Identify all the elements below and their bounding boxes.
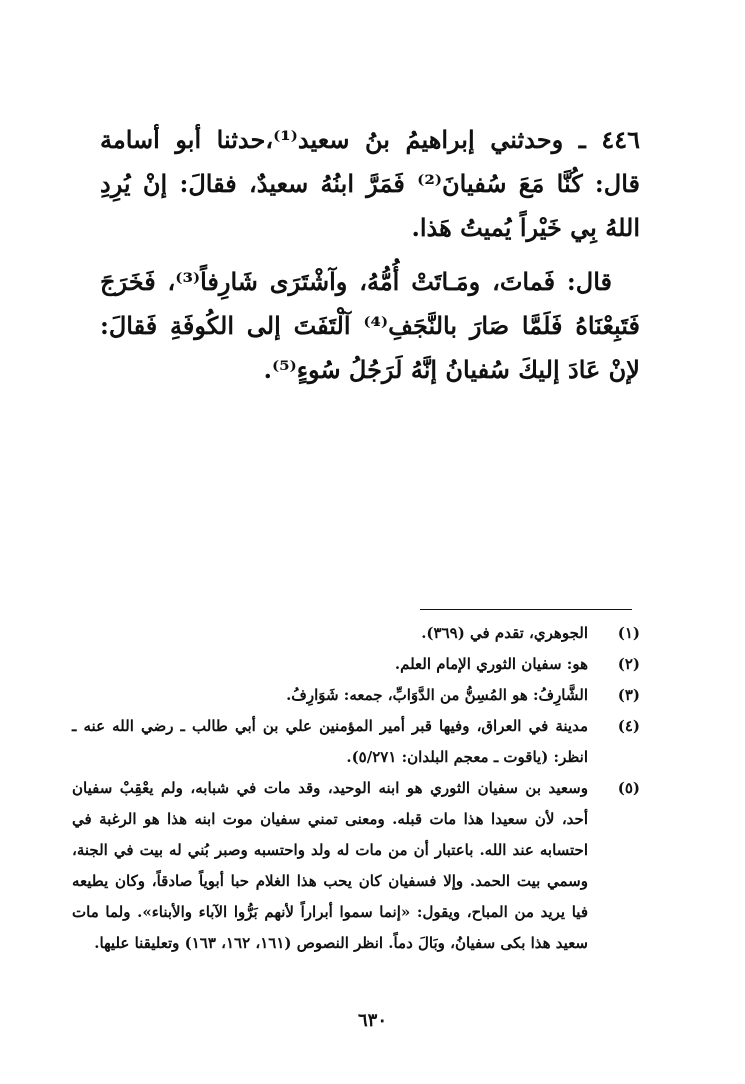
footnote-text: هو: سفيان الثوري الإمام العلم. bbox=[394, 655, 588, 673]
footnote-number: (٣) bbox=[617, 686, 640, 704]
footnote-3 bbox=[72, 680, 640, 711]
footnote-5 bbox=[72, 773, 640, 959]
hadith-paragraph-2: قال: فَماتَ، ومَـاتَتْ أُمُّهُ، وآشْتَرَى شَارِفاً⁽³⁾، فَخَرَجَ فَتَبِعْنَاهُ فَلَمَّا صَارَ بالنَّجَفِ⁽⁴⁾ آلْتَفَتَ إلى الكُوفَةِ فَقالَ: لإنْ عَادَ إليكَ سُفيانُ إنَّهُ لَرَجُلُ سُوءٍ⁽⁵⁾. bbox=[100, 267, 640, 384]
footnote-text: مدينة في العراق، وفيها قبر أمير المؤمنين علي بن أبي طالب ـ رضي الله عنه ـ انظر: (ياقوت ـ معجم البلدان: ٥/٢٧١). bbox=[72, 717, 588, 766]
footnote-text: وسعيد بن سفيان الثوري هو ابنه الوحيد، وقد مات في شبابه، ولم يعْقِبْ سفيان أحد، لأن سعيدا هذا مات قبله. ومعنى تمني سفيان موت ابنه هذا هو الرغبة في احتسابه عند الله. باعتبار أن من مات له ولد واحتسبه وصبر بُني له بيت في الجنة، وسمي بيت الحمد. وإلا فسفيان كان يحب هذا الغلام حبا أبوياً صادقاً، وكان يطيعه فيا يريد من المباح، ويقول: «إنما سموا أبراراً لأنهم بَرُّوا الآباء والأبناء». ولما مات سعيد هذا بكى سفيانُ، وبَالَ دماً. انظر النصوص (١٦١، ١٦٢، ١٦٣) وتعليقنا عليها. bbox=[72, 779, 588, 952]
footnote-number: (١) bbox=[617, 624, 640, 642]
footnote-text: الشَّارِفُ: هو المُسِنُّ من الدَّوَابِّ، جمعه: شَوَارِفُ. bbox=[286, 686, 588, 704]
footnote-4 bbox=[72, 711, 640, 773]
footnote-text: الجوهري، تقدم في (٣٦٩). bbox=[421, 624, 588, 642]
hadith-paragraph-1: ٤٤٦ ـ وحدثني إبراهيمُ بنُ سعيد⁽¹⁾،حدثنا أبو أسامة قال: كُنَّا مَعَ سُفيانَ⁽²⁾ فَمَرَّ ابنُهُ سعيدٌ، فقالَ: إنْ يُرِدِ اللهُ بِي خَيْراً يُميتُ هَذا. bbox=[100, 125, 640, 242]
footnote-number: (٢) bbox=[617, 655, 640, 673]
footnotes bbox=[72, 618, 640, 959]
page-number: ٦٣٠ bbox=[357, 1010, 387, 1031]
footnote-2 bbox=[72, 649, 640, 680]
footnote-1 bbox=[72, 618, 640, 649]
main-text bbox=[100, 118, 640, 402]
footnote-number: (٥) bbox=[617, 779, 640, 797]
footnote-divider bbox=[420, 609, 632, 610]
footnote-number: (٤) bbox=[617, 717, 640, 735]
